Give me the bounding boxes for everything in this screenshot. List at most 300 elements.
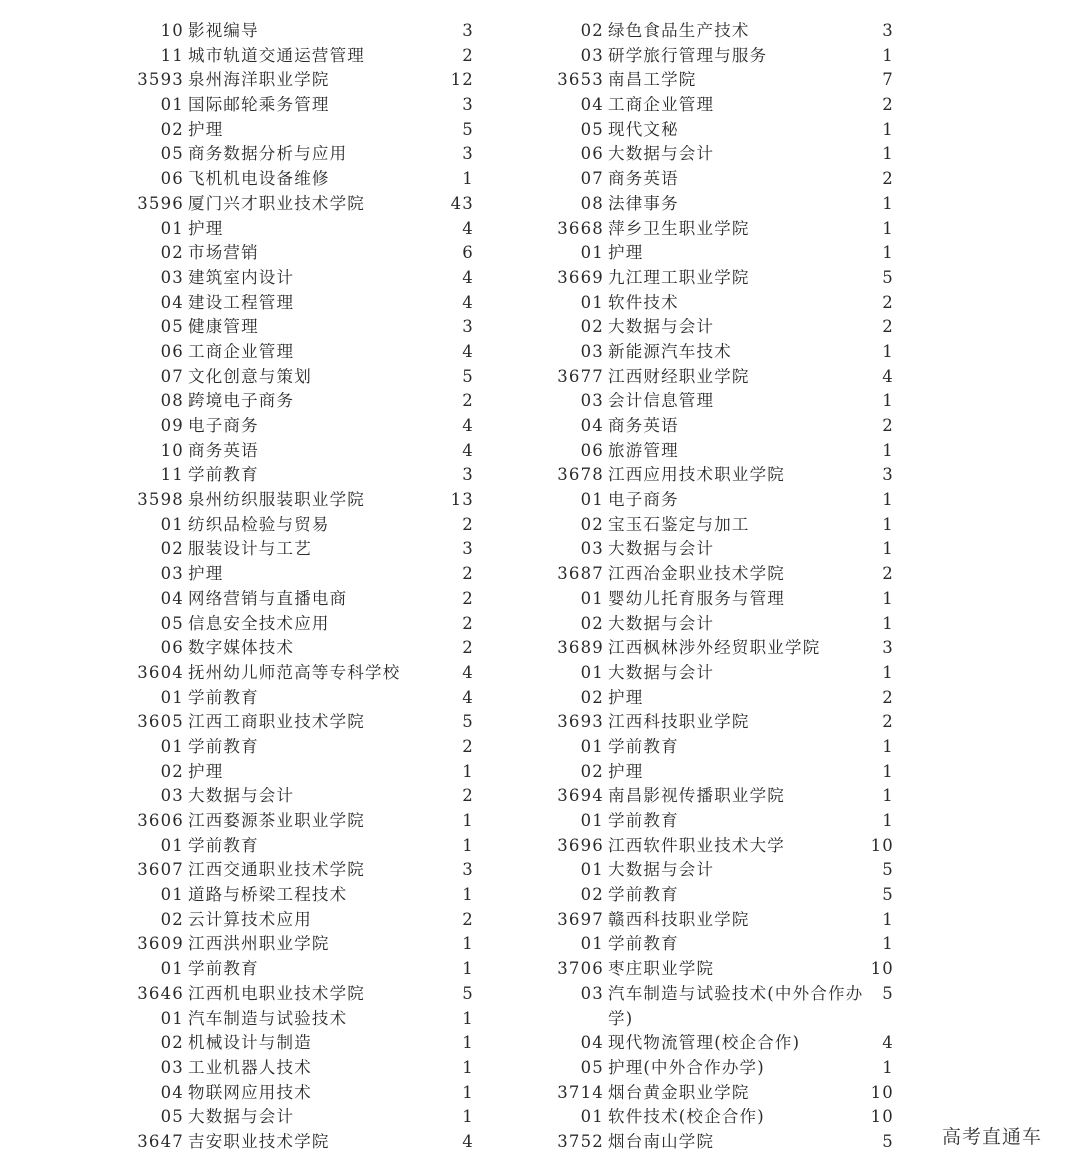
plan-count: 2	[882, 687, 894, 707]
plan-count: 1	[882, 391, 894, 411]
major-name: 市场营销	[188, 243, 259, 263]
major-code: 10	[160, 21, 184, 40]
school-code: 3706	[557, 959, 604, 979]
school-name: 江西科技职业学院	[608, 712, 750, 732]
major-name: 跨境电子商务	[188, 391, 295, 411]
school-row	[520, 1081, 910, 1106]
major-code: 09	[160, 416, 184, 435]
major-code: 08	[580, 193, 604, 213]
major-row	[520, 44, 910, 69]
major-name: 法律事务	[608, 193, 679, 213]
school-row	[100, 1130, 490, 1155]
plan-count: 1	[462, 959, 474, 979]
major-name: 护理	[188, 564, 224, 584]
major-row	[520, 118, 910, 143]
major-code: 06	[160, 341, 184, 361]
school-row	[520, 957, 910, 982]
major-row	[520, 93, 910, 118]
school-row	[520, 562, 910, 587]
major-name: 电子商务	[608, 490, 679, 510]
major-name: 网络营销与直播电商	[188, 588, 348, 608]
major-name: 工业机器人技术	[188, 1057, 312, 1077]
major-code: 01	[160, 1008, 184, 1028]
plan-count: 1	[462, 1057, 474, 1077]
school-name: 江西机电职业技术学院	[188, 983, 365, 1003]
major-row	[100, 1031, 490, 1056]
major-row	[100, 537, 490, 562]
plan-count: 5	[462, 119, 474, 139]
school-code: 3598	[137, 490, 184, 510]
school-code: 3677	[557, 366, 604, 386]
plan-count: 2	[882, 712, 894, 732]
plan-count: 43	[450, 193, 474, 213]
plan-count: 10	[870, 1082, 894, 1102]
plan-count: 3	[462, 95, 474, 115]
major-name: 新能源汽车技术	[608, 341, 732, 361]
plan-count: 1	[882, 514, 894, 534]
plan-count: 3	[462, 539, 474, 559]
school-row	[520, 217, 910, 242]
plan-count: 3	[462, 144, 474, 164]
major-code: 03	[580, 391, 604, 411]
school-name: 江西枫林涉外经贸职业学院	[608, 638, 821, 658]
school-name: 泉州纺织服装职业学院	[188, 490, 365, 510]
major-row	[520, 167, 910, 192]
school-code: 3694	[557, 786, 604, 806]
plan-count: 4	[462, 292, 474, 312]
school-code: 3668	[557, 218, 604, 238]
major-code: 02	[580, 613, 604, 633]
major-name: 大数据与会计	[608, 317, 715, 337]
major-code: 03	[580, 983, 604, 1003]
school-name: 厦门兴才职业技术学院	[188, 193, 365, 213]
plan-count: 1	[882, 786, 894, 806]
school-row	[100, 809, 490, 834]
major-name: 文化创意与策划	[188, 366, 312, 386]
major-code: 01	[580, 811, 604, 830]
major-code: 02	[580, 514, 604, 534]
major-code: 03	[580, 539, 604, 559]
major-code: 01	[160, 687, 184, 707]
major-code: 01	[160, 959, 184, 979]
plan-count: 3	[462, 21, 474, 40]
school-row	[520, 636, 910, 661]
major-name: 护理	[188, 218, 224, 238]
school-code: 3689	[557, 638, 604, 658]
major-row	[100, 291, 490, 316]
major-code: 02	[160, 243, 184, 263]
plan-count: 1	[882, 119, 894, 139]
major-row	[520, 612, 910, 637]
major-row	[520, 340, 910, 365]
major-row	[100, 562, 490, 587]
watermark-label: 高考直通车	[942, 1126, 1043, 1148]
plan-count: 4	[882, 366, 894, 386]
plan-count: 1	[882, 218, 894, 238]
major-row	[520, 735, 910, 760]
school-code: 3609	[137, 934, 184, 954]
plan-count: 1	[462, 1008, 474, 1028]
major-name: 大数据与会计	[188, 786, 295, 806]
major-row	[520, 1056, 910, 1081]
major-code: 03	[580, 45, 604, 65]
major-code: 07	[580, 169, 604, 189]
plan-count: 1	[462, 835, 474, 855]
major-name: 绿色食品生产技术	[608, 21, 750, 40]
plan-count: 4	[462, 267, 474, 287]
major-row	[100, 760, 490, 785]
major-row	[520, 513, 910, 538]
plan-count: 3	[462, 317, 474, 337]
major-row	[100, 612, 490, 637]
plan-count: 4	[882, 1033, 894, 1053]
major-code: 01	[580, 490, 604, 510]
plan-count: 4	[462, 662, 474, 682]
major-name: 护理	[188, 119, 224, 139]
major-name: 护理	[608, 687, 644, 707]
major-row	[100, 266, 490, 291]
school-name: 南昌影视传播职业学院	[608, 786, 785, 806]
plan-count: 1	[882, 811, 894, 830]
major-code: 06	[580, 144, 604, 164]
plan-count: 1	[882, 613, 894, 633]
major-row	[100, 784, 490, 809]
school-name: 江西冶金职业技术学院	[608, 564, 785, 584]
school-row	[100, 932, 490, 957]
major-code: 02	[160, 909, 184, 929]
major-code: 05	[160, 144, 184, 164]
major-row	[100, 19, 490, 44]
school-row	[520, 784, 910, 809]
school-row	[520, 365, 910, 390]
major-code: 05	[160, 1107, 184, 1127]
plan-count: 2	[462, 564, 474, 584]
plan-count: 1	[882, 341, 894, 361]
major-name: 学前教育	[608, 934, 679, 954]
school-code: 3607	[137, 860, 184, 880]
major-code: 01	[580, 243, 604, 263]
plan-count: 4	[462, 341, 474, 361]
school-code: 3647	[137, 1131, 184, 1151]
major-row	[520, 439, 910, 464]
plan-count: 12	[450, 70, 474, 90]
major-row	[100, 1007, 490, 1032]
major-name: 护理(中外合作办学)	[608, 1057, 765, 1077]
major-row	[520, 192, 910, 217]
major-name: 工商企业管理	[188, 341, 295, 361]
major-row	[520, 291, 910, 316]
plan-count: 2	[462, 736, 474, 756]
major-row	[520, 142, 910, 167]
major-row	[100, 439, 490, 464]
major-row	[520, 858, 910, 883]
school-name: 江西婺源茶业职业学院	[188, 811, 365, 830]
major-code: 04	[160, 292, 184, 312]
school-name: 江西应用技术职业学院	[608, 465, 785, 485]
major-name: 服装设计与工艺	[188, 539, 312, 559]
plan-count: 2	[462, 514, 474, 534]
major-code: 03	[580, 341, 604, 361]
major-code: 11	[160, 45, 184, 65]
plan-count: 1	[462, 934, 474, 954]
major-row	[100, 513, 490, 538]
major-row	[520, 760, 910, 785]
school-row	[100, 68, 490, 93]
major-name: 研学旅行管理与服务	[608, 45, 768, 65]
major-code: 03	[160, 564, 184, 584]
major-code: 02	[580, 21, 604, 40]
major-name: 软件技术(校企合作)	[608, 1107, 765, 1127]
plan-count: 1	[882, 934, 894, 954]
plan-count: 1	[462, 1107, 474, 1127]
plan-count: 1	[882, 736, 894, 756]
plan-count: 5	[882, 267, 894, 287]
plan-count: 10	[870, 835, 894, 855]
plan-count: 7	[882, 70, 894, 90]
school-code: 3606	[137, 811, 184, 830]
major-name: 大数据与会计	[608, 613, 715, 633]
major-code: 02	[160, 119, 184, 139]
plan-count: 2	[462, 45, 474, 65]
school-name: 江西交通职业技术学院	[188, 860, 365, 880]
plan-count: 5	[882, 860, 894, 880]
major-row	[520, 414, 910, 439]
major-name: 纺织品检验与贸易	[188, 514, 330, 534]
major-row	[520, 686, 910, 711]
major-name: 工商企业管理	[608, 95, 715, 115]
major-row	[100, 908, 490, 933]
school-code: 3687	[557, 564, 604, 584]
major-row	[100, 167, 490, 192]
school-name: 泉州海洋职业学院	[188, 70, 330, 90]
major-row	[100, 1056, 490, 1081]
school-code: 3669	[557, 267, 604, 287]
school-row	[100, 710, 490, 735]
major-code: 02	[160, 539, 184, 559]
major-row	[100, 44, 490, 69]
major-name: 学前教育	[188, 959, 259, 979]
plan-count: 1	[882, 193, 894, 213]
plan-count: 1	[882, 490, 894, 510]
major-code: 01	[160, 514, 184, 534]
major-code: 01	[160, 736, 184, 756]
major-row	[520, 537, 910, 562]
major-name: 学前教育	[608, 736, 679, 756]
major-name: 学前教育	[188, 687, 259, 707]
plan-count: 10	[870, 959, 894, 979]
major-name: 护理	[608, 761, 644, 781]
major-code: 11	[160, 465, 184, 485]
plan-count: 2	[882, 564, 894, 584]
major-row	[100, 365, 490, 390]
plan-count: 1	[882, 662, 894, 682]
major-code: 08	[160, 391, 184, 411]
major-code: 01	[160, 835, 184, 855]
major-row	[100, 686, 490, 711]
major-row	[100, 834, 490, 859]
major-row	[520, 488, 910, 513]
plan-count: 2	[882, 169, 894, 189]
major-name: 机械设计与制造	[188, 1033, 312, 1053]
plan-count: 2	[882, 95, 894, 115]
plan-count: 2	[882, 416, 894, 435]
plan-count: 5	[462, 366, 474, 386]
school-name: 吉安职业技术学院	[188, 1131, 330, 1151]
major-name: 现代物流管理(校企合作)	[608, 1033, 801, 1053]
school-name: 抚州幼儿师范高等专科学校	[188, 662, 401, 682]
plan-count: 5	[462, 712, 474, 732]
plan-count: 3	[462, 860, 474, 880]
school-code: 3752	[557, 1131, 604, 1151]
major-name: 云计算技术应用	[188, 909, 312, 929]
plan-count: 2	[462, 909, 474, 929]
major-row	[100, 389, 490, 414]
plan-count: 1	[882, 144, 894, 164]
plan-count: 2	[462, 638, 474, 658]
school-row	[100, 982, 490, 1007]
major-row	[100, 217, 490, 242]
major-name: 商务英语	[608, 169, 679, 189]
plan-count: 1	[882, 761, 894, 781]
plan-count: 1	[462, 761, 474, 781]
major-name: 大数据与会计	[608, 144, 715, 164]
school-name: 萍乡卫生职业学院	[608, 218, 750, 238]
major-code: 01	[160, 218, 184, 238]
right-column	[520, 19, 910, 1155]
major-row	[100, 142, 490, 167]
plan-count: 1	[882, 243, 894, 263]
major-row	[100, 414, 490, 439]
plan-count: 5	[882, 885, 894, 905]
major-code: 01	[580, 934, 604, 954]
plan-count: 1	[882, 909, 894, 929]
school-code: 3696	[557, 835, 604, 855]
major-code: 02	[580, 317, 604, 337]
major-name: 大数据与会计	[608, 860, 715, 880]
major-code: 05	[580, 119, 604, 139]
school-name: 江西洪州职业学院	[188, 934, 330, 954]
plan-count: 2	[462, 588, 474, 608]
major-row	[100, 241, 490, 266]
plan-count: 4	[462, 218, 474, 238]
major-row	[100, 957, 490, 982]
school-row	[520, 1130, 910, 1155]
major-row	[100, 1081, 490, 1106]
major-row	[520, 241, 910, 266]
major-name: 学前教育	[188, 835, 259, 855]
major-name: 学前教育	[188, 465, 259, 485]
major-row	[520, 661, 910, 686]
major-name: 学前教育	[188, 736, 259, 756]
plan-count: 1	[462, 169, 474, 189]
major-row	[100, 587, 490, 612]
major-code: 07	[160, 366, 184, 386]
major-code: 01	[580, 588, 604, 608]
school-code: 3714	[557, 1082, 604, 1102]
major-row	[100, 315, 490, 340]
school-code: 3646	[137, 983, 184, 1003]
major-code: 02	[160, 761, 184, 781]
plan-count: 4	[462, 1131, 474, 1151]
major-code: 01	[160, 885, 184, 905]
school-row	[520, 908, 910, 933]
major-code: 04	[580, 416, 604, 435]
major-code: 03	[160, 1057, 184, 1077]
plan-count: 2	[882, 292, 894, 312]
school-name: 江西财经职业学院	[608, 366, 750, 386]
plan-count: 6	[462, 243, 474, 263]
plan-count: 1	[462, 1082, 474, 1102]
school-row	[100, 858, 490, 883]
major-row	[100, 1105, 490, 1130]
major-code: 01	[580, 292, 604, 312]
plan-count: 1	[462, 885, 474, 905]
major-row	[520, 19, 910, 44]
plan-count: 4	[462, 440, 474, 460]
major-row	[100, 340, 490, 365]
school-code: 3678	[557, 465, 604, 485]
major-code: 06	[160, 638, 184, 658]
major-row	[520, 932, 910, 957]
major-row	[520, 982, 910, 1031]
major-code: 02	[160, 1033, 184, 1053]
major-code: 01	[580, 736, 604, 756]
plan-count: 13	[450, 490, 474, 510]
major-code: 02	[580, 761, 604, 781]
major-name: 商务英语	[188, 440, 259, 460]
major-code: 02	[580, 885, 604, 905]
school-name: 江西工商职业技术学院	[188, 712, 365, 732]
plan-count: 1	[882, 440, 894, 460]
school-row	[100, 192, 490, 217]
major-row	[520, 587, 910, 612]
plan-count: 1	[882, 539, 894, 559]
major-name: 城市轨道交通运营管理	[188, 45, 365, 65]
major-name: 电子商务	[188, 416, 259, 435]
major-code: 04	[160, 588, 184, 608]
major-name: 飞机机电设备维修	[188, 169, 330, 189]
plan-count: 4	[462, 416, 474, 435]
school-name: 赣西科技职业学院	[608, 909, 750, 929]
school-code: 3593	[137, 70, 184, 90]
school-code: 3604	[137, 662, 184, 682]
school-name: 南昌工学院	[608, 70, 697, 90]
school-row	[100, 488, 490, 513]
major-code: 03	[160, 786, 184, 806]
plan-count: 2	[462, 391, 474, 411]
school-row	[520, 834, 910, 859]
major-code: 05	[160, 317, 184, 337]
major-name: 大数据与会计	[608, 662, 715, 682]
school-name: 烟台黄金职业学院	[608, 1082, 750, 1102]
school-row	[520, 266, 910, 291]
major-name: 信息安全技术应用	[188, 613, 330, 633]
major-row	[100, 118, 490, 143]
plan-count: 1	[882, 1057, 894, 1077]
school-code: 3697	[557, 909, 604, 929]
major-code: 05	[160, 613, 184, 633]
school-row	[520, 68, 910, 93]
plan-count: 1	[462, 811, 474, 830]
major-name: 学前教育	[608, 811, 679, 830]
major-name: 汽车制造与试验技术(中外合作办学)	[608, 983, 864, 1028]
major-code: 06	[580, 440, 604, 460]
major-code: 04	[580, 95, 604, 115]
school-row	[520, 710, 910, 735]
plan-count: 3	[882, 465, 894, 485]
major-row	[100, 93, 490, 118]
school-name: 江西软件职业技术大学	[608, 835, 785, 855]
